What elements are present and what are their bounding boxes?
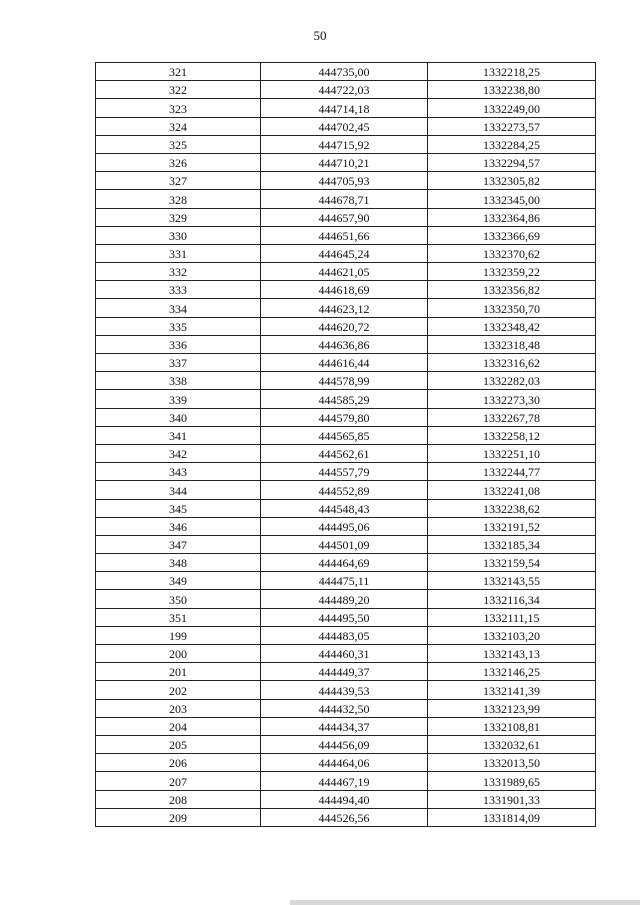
y-coordinate-cell bbox=[428, 117, 596, 135]
x-coordinate-cell bbox=[261, 463, 428, 481]
point-number-cell bbox=[96, 135, 261, 153]
point-number-cell bbox=[96, 645, 261, 663]
y-coordinate-cell-text: 1332273,57 bbox=[483, 119, 540, 134]
table-row bbox=[96, 517, 596, 535]
point-number-cell-text: 323 bbox=[169, 101, 187, 116]
table-row bbox=[96, 426, 596, 444]
table-row bbox=[96, 190, 596, 208]
y-coordinate-cell bbox=[428, 590, 596, 608]
table-row bbox=[96, 390, 596, 408]
y-coordinate-cell bbox=[428, 790, 596, 808]
y-coordinate-cell-text: 1332359,22 bbox=[483, 265, 540, 280]
point-number-cell-text: 324 bbox=[169, 119, 187, 134]
y-coordinate-cell-text: 1332141,39 bbox=[483, 683, 540, 698]
table-row bbox=[96, 135, 596, 153]
y-coordinate-cell-text: 1332218,25 bbox=[483, 65, 540, 80]
point-number-cell-text: 340 bbox=[169, 410, 187, 425]
point-number-cell bbox=[96, 463, 261, 481]
point-number-cell bbox=[96, 772, 261, 790]
x-coordinate-cell-text: 444449,37 bbox=[318, 665, 370, 680]
y-coordinate-cell bbox=[428, 499, 596, 517]
x-coordinate-cell bbox=[261, 226, 428, 244]
y-coordinate-cell-text: 1332143,55 bbox=[483, 574, 540, 589]
x-coordinate-cell-text: 444434,37 bbox=[318, 719, 370, 734]
point-number-cell bbox=[96, 499, 261, 517]
table-row bbox=[96, 808, 596, 826]
point-number-cell-text: 325 bbox=[169, 137, 187, 152]
x-coordinate-cell-text: 444636,86 bbox=[318, 338, 370, 352]
y-coordinate-cell-text: 1332267,78 bbox=[483, 410, 540, 425]
y-coordinate-cell bbox=[428, 645, 596, 663]
x-coordinate-cell bbox=[261, 681, 428, 699]
point-number-cell-text: 329 bbox=[169, 210, 187, 225]
x-coordinate-cell bbox=[261, 244, 428, 262]
x-coordinate-cell-text: 444702,45 bbox=[318, 119, 370, 134]
table-row bbox=[96, 681, 596, 699]
table-row bbox=[96, 117, 596, 135]
y-coordinate-cell-text: 1332032,61 bbox=[483, 738, 540, 753]
x-coordinate-cell-text: 444495,50 bbox=[318, 610, 370, 625]
y-coordinate-cell bbox=[428, 626, 596, 644]
y-coordinate-cell bbox=[428, 517, 596, 535]
x-coordinate-cell-text: 444475,11 bbox=[318, 574, 370, 589]
y-coordinate-cell-text: 1332143,13 bbox=[483, 647, 540, 662]
x-coordinate-cell-text: 444489,20 bbox=[318, 592, 370, 607]
x-coordinate-cell-text: 444565,85 bbox=[318, 428, 370, 443]
table-row bbox=[96, 754, 596, 772]
point-number-cell-text: 204 bbox=[169, 719, 187, 734]
table-row bbox=[96, 463, 596, 481]
point-number-cell bbox=[96, 699, 261, 717]
point-number-cell bbox=[96, 335, 261, 353]
point-number-cell-text: 348 bbox=[169, 556, 187, 571]
table-row bbox=[96, 790, 596, 808]
x-coordinate-cell-text: 444645,24 bbox=[318, 247, 370, 262]
table-row bbox=[96, 244, 596, 262]
y-coordinate-cell-text: 1332356,82 bbox=[483, 283, 540, 298]
point-number-cell-text: 209 bbox=[169, 810, 187, 825]
table-row bbox=[96, 535, 596, 553]
point-number-cell-text: 339 bbox=[169, 392, 187, 407]
y-coordinate-cell bbox=[428, 772, 596, 790]
y-coordinate-cell-text: 1332251,10 bbox=[483, 447, 540, 462]
coordinates-table bbox=[95, 62, 596, 827]
x-coordinate-cell-text: 444585,29 bbox=[318, 392, 370, 407]
x-coordinate-cell-text: 444494,40 bbox=[318, 792, 370, 807]
y-coordinate-cell-text: 1332370,62 bbox=[483, 247, 540, 262]
y-coordinate-cell-text: 1332345,00 bbox=[483, 192, 540, 207]
x-coordinate-cell-text: 444678,71 bbox=[318, 192, 370, 207]
y-coordinate-cell bbox=[428, 135, 596, 153]
table-row bbox=[96, 572, 596, 590]
table-row bbox=[96, 444, 596, 462]
x-coordinate-cell bbox=[261, 645, 428, 663]
y-coordinate-cell-text: 1332348,42 bbox=[483, 319, 540, 334]
x-coordinate-cell bbox=[261, 754, 428, 772]
y-coordinate-cell-text: 1332282,03 bbox=[483, 374, 540, 389]
point-number-cell bbox=[96, 444, 261, 462]
x-coordinate-cell bbox=[261, 717, 428, 735]
point-number-cell bbox=[96, 63, 261, 81]
point-number-cell bbox=[96, 626, 261, 644]
x-coordinate-cell bbox=[261, 426, 428, 444]
table-row bbox=[96, 735, 596, 753]
table-row bbox=[96, 153, 596, 171]
y-coordinate-cell-text: 1332318,48 bbox=[483, 338, 540, 352]
y-coordinate-cell bbox=[428, 754, 596, 772]
scan-edge bbox=[290, 900, 640, 905]
table-row bbox=[96, 263, 596, 281]
x-coordinate-cell-text: 444657,90 bbox=[318, 210, 370, 225]
x-coordinate-cell bbox=[261, 117, 428, 135]
table-row bbox=[96, 299, 596, 317]
point-number-cell bbox=[96, 263, 261, 281]
point-number-cell-text: 205 bbox=[169, 738, 187, 753]
table-row bbox=[96, 99, 596, 117]
table-row bbox=[96, 354, 596, 372]
y-coordinate-cell bbox=[428, 263, 596, 281]
y-coordinate-cell bbox=[428, 99, 596, 117]
x-coordinate-cell bbox=[261, 408, 428, 426]
y-coordinate-cell-text: 1331901,33 bbox=[483, 792, 540, 807]
y-coordinate-cell-text: 1332191,52 bbox=[483, 519, 540, 534]
y-coordinate-cell bbox=[428, 335, 596, 353]
x-coordinate-cell-text: 444439,53 bbox=[318, 683, 370, 698]
x-coordinate-cell-text: 444735,00 bbox=[318, 65, 370, 80]
point-number-cell bbox=[96, 535, 261, 553]
table-row bbox=[96, 699, 596, 717]
x-coordinate-cell bbox=[261, 608, 428, 626]
x-coordinate-cell bbox=[261, 699, 428, 717]
x-coordinate-cell bbox=[261, 317, 428, 335]
y-coordinate-cell bbox=[428, 81, 596, 99]
x-coordinate-cell bbox=[261, 208, 428, 226]
x-coordinate-cell bbox=[261, 153, 428, 171]
y-coordinate-cell-text: 1332238,62 bbox=[483, 501, 540, 516]
y-coordinate-cell bbox=[428, 426, 596, 444]
table-row bbox=[96, 626, 596, 644]
x-coordinate-cell bbox=[261, 772, 428, 790]
x-coordinate-cell bbox=[261, 517, 428, 535]
point-number-cell bbox=[96, 590, 261, 608]
point-number-cell-text: 351 bbox=[169, 610, 187, 625]
point-number-cell-text: 203 bbox=[169, 701, 187, 716]
y-coordinate-cell bbox=[428, 172, 596, 190]
point-number-cell-text: 333 bbox=[169, 283, 187, 298]
x-coordinate-cell bbox=[261, 663, 428, 681]
y-coordinate-cell bbox=[428, 317, 596, 335]
y-coordinate-cell-text: 1332364,86 bbox=[483, 210, 540, 225]
y-coordinate-cell-text: 1332294,57 bbox=[483, 156, 540, 171]
page-number: 50 bbox=[313, 28, 327, 43]
point-number-cell bbox=[96, 517, 261, 535]
point-number-cell-text: 331 bbox=[169, 247, 187, 262]
point-number-cell-text: 336 bbox=[169, 338, 187, 352]
x-coordinate-cell-text: 444548,43 bbox=[318, 501, 370, 516]
point-number-cell-text: 201 bbox=[169, 665, 187, 680]
x-coordinate-cell bbox=[261, 299, 428, 317]
x-coordinate-cell-text: 444526,56 bbox=[318, 810, 370, 825]
y-coordinate-cell bbox=[428, 663, 596, 681]
table-row bbox=[96, 317, 596, 335]
x-coordinate-cell bbox=[261, 481, 428, 499]
y-coordinate-cell bbox=[428, 681, 596, 699]
point-number-cell bbox=[96, 426, 261, 444]
y-coordinate-cell-text: 1332108,81 bbox=[483, 719, 540, 734]
y-coordinate-cell bbox=[428, 208, 596, 226]
y-coordinate-cell bbox=[428, 244, 596, 262]
point-number-cell bbox=[96, 153, 261, 171]
point-number-cell-text: 328 bbox=[169, 192, 187, 207]
point-number-cell bbox=[96, 663, 261, 681]
y-coordinate-cell-text: 1332146,25 bbox=[483, 665, 540, 680]
point-number-cell bbox=[96, 408, 261, 426]
y-coordinate-cell-text: 1331814,09 bbox=[483, 810, 540, 825]
y-coordinate-cell bbox=[428, 554, 596, 572]
x-coordinate-cell-text: 444432,50 bbox=[318, 701, 370, 716]
y-coordinate-cell-text: 1332185,34 bbox=[483, 538, 540, 553]
table-row bbox=[96, 372, 596, 390]
y-coordinate-cell bbox=[428, 63, 596, 81]
y-coordinate-cell-text: 1332241,08 bbox=[483, 483, 540, 498]
point-number-cell-text: 345 bbox=[169, 501, 187, 516]
y-coordinate-cell-text: 1332305,82 bbox=[483, 174, 540, 189]
point-number-cell bbox=[96, 208, 261, 226]
y-coordinate-cell bbox=[428, 808, 596, 826]
y-coordinate-cell bbox=[428, 444, 596, 462]
y-coordinate-cell bbox=[428, 608, 596, 626]
table-row bbox=[96, 63, 596, 81]
x-coordinate-cell-text: 444621,05 bbox=[318, 265, 370, 280]
y-coordinate-cell-text: 1332103,20 bbox=[483, 629, 540, 643]
y-coordinate-cell bbox=[428, 735, 596, 753]
y-coordinate-cell bbox=[428, 281, 596, 299]
point-number-cell-text: 349 bbox=[169, 574, 187, 589]
point-number-cell-text: 321 bbox=[169, 65, 187, 80]
table-row bbox=[96, 208, 596, 226]
point-number-cell-text: 207 bbox=[169, 774, 187, 789]
x-coordinate-cell bbox=[261, 63, 428, 81]
table-row bbox=[96, 663, 596, 681]
x-coordinate-cell-text: 444715,92 bbox=[318, 137, 370, 152]
x-coordinate-cell-text: 444618,69 bbox=[318, 283, 370, 298]
x-coordinate-cell-text: 444464,06 bbox=[318, 756, 370, 771]
point-number-cell bbox=[96, 390, 261, 408]
point-number-cell bbox=[96, 372, 261, 390]
x-coordinate-cell-text: 444710,21 bbox=[318, 156, 370, 171]
point-number-cell-text: 335 bbox=[169, 319, 187, 334]
point-number-cell bbox=[96, 244, 261, 262]
x-coordinate-cell-text: 444552,89 bbox=[318, 483, 370, 498]
point-number-cell bbox=[96, 226, 261, 244]
y-coordinate-cell bbox=[428, 390, 596, 408]
x-coordinate-cell bbox=[261, 263, 428, 281]
y-coordinate-cell-text: 1332366,69 bbox=[483, 228, 540, 243]
point-number-cell-text: 343 bbox=[169, 465, 187, 480]
point-number-cell-text: 199 bbox=[169, 629, 187, 643]
x-coordinate-cell bbox=[261, 554, 428, 572]
y-coordinate-cell bbox=[428, 372, 596, 390]
point-number-cell bbox=[96, 281, 261, 299]
x-coordinate-cell bbox=[261, 190, 428, 208]
point-number-cell-text: 208 bbox=[169, 792, 187, 807]
y-coordinate-cell bbox=[428, 226, 596, 244]
x-coordinate-cell-text: 444456,09 bbox=[318, 738, 370, 753]
point-number-cell-text: 200 bbox=[169, 647, 187, 662]
point-number-cell bbox=[96, 790, 261, 808]
y-coordinate-cell-text: 1332116,34 bbox=[483, 592, 540, 607]
y-coordinate-cell bbox=[428, 354, 596, 372]
point-number-cell-text: 330 bbox=[169, 228, 187, 243]
y-coordinate-cell-text: 1332258,12 bbox=[483, 428, 540, 443]
x-coordinate-cell-text: 444464,69 bbox=[318, 556, 370, 571]
point-number-cell bbox=[96, 117, 261, 135]
y-coordinate-cell-text: 1332316,62 bbox=[483, 356, 540, 371]
table-row bbox=[96, 554, 596, 572]
x-coordinate-cell-text: 444557,79 bbox=[318, 465, 370, 480]
point-number-cell-text: 322 bbox=[169, 83, 187, 98]
point-number-cell-text: 341 bbox=[169, 428, 187, 443]
x-coordinate-cell bbox=[261, 590, 428, 608]
table-row bbox=[96, 772, 596, 790]
y-coordinate-cell-text: 1332284,25 bbox=[483, 137, 540, 152]
x-coordinate-cell bbox=[261, 790, 428, 808]
table-row bbox=[96, 81, 596, 99]
x-coordinate-cell-text: 444578,99 bbox=[318, 374, 370, 389]
table-row bbox=[96, 335, 596, 353]
point-number-cell-text: 326 bbox=[169, 156, 187, 171]
x-coordinate-cell-text: 444501,09 bbox=[318, 538, 370, 553]
point-number-cell bbox=[96, 481, 261, 499]
x-coordinate-cell bbox=[261, 626, 428, 644]
y-coordinate-cell bbox=[428, 535, 596, 553]
table-row bbox=[96, 281, 596, 299]
y-coordinate-cell-text: 1332238,80 bbox=[483, 83, 540, 98]
y-coordinate-cell-text: 1332123,99 bbox=[483, 701, 540, 716]
x-coordinate-cell bbox=[261, 572, 428, 590]
y-coordinate-cell-text: 1332350,70 bbox=[483, 301, 540, 316]
point-number-cell bbox=[96, 572, 261, 590]
point-number-cell-text: 346 bbox=[169, 519, 187, 534]
point-number-cell-text: 338 bbox=[169, 374, 187, 389]
x-coordinate-cell bbox=[261, 172, 428, 190]
x-coordinate-cell-text: 444495,06 bbox=[318, 519, 370, 534]
point-number-cell bbox=[96, 681, 261, 699]
point-number-cell bbox=[96, 81, 261, 99]
y-coordinate-cell-text: 1332111,15 bbox=[483, 610, 540, 625]
y-coordinate-cell-text: 1332249,00 bbox=[483, 101, 540, 116]
y-coordinate-cell-text: 1332273,30 bbox=[483, 392, 540, 407]
y-coordinate-cell bbox=[428, 572, 596, 590]
table-row bbox=[96, 608, 596, 626]
x-coordinate-cell-text: 444722,03 bbox=[318, 83, 370, 98]
y-coordinate-cell bbox=[428, 153, 596, 171]
x-coordinate-cell bbox=[261, 81, 428, 99]
x-coordinate-cell bbox=[261, 99, 428, 117]
point-number-cell-text: 327 bbox=[169, 174, 187, 189]
x-coordinate-cell bbox=[261, 390, 428, 408]
point-number-cell bbox=[96, 735, 261, 753]
point-number-cell-text: 332 bbox=[169, 265, 187, 280]
x-coordinate-cell-text: 444623,12 bbox=[318, 301, 370, 316]
y-coordinate-cell-text: 1331989,65 bbox=[483, 774, 540, 789]
x-coordinate-cell bbox=[261, 499, 428, 517]
y-coordinate-cell-text: 1332159,54 bbox=[483, 556, 540, 571]
y-coordinate-cell bbox=[428, 717, 596, 735]
x-coordinate-cell bbox=[261, 354, 428, 372]
y-coordinate-cell bbox=[428, 463, 596, 481]
y-coordinate-cell-text: 1332013,50 bbox=[483, 756, 540, 771]
x-coordinate-cell-text: 444651,66 bbox=[318, 228, 370, 243]
y-coordinate-cell bbox=[428, 699, 596, 717]
point-number-cell-text: 202 bbox=[169, 683, 187, 698]
table-row bbox=[96, 499, 596, 517]
table-row bbox=[96, 645, 596, 663]
x-coordinate-cell bbox=[261, 135, 428, 153]
coordinates-table-body bbox=[96, 63, 596, 827]
x-coordinate-cell-text: 444714,18 bbox=[318, 101, 370, 116]
point-number-cell bbox=[96, 754, 261, 772]
x-coordinate-cell-text: 444562,61 bbox=[318, 447, 370, 462]
x-coordinate-cell-text: 444467,19 bbox=[318, 774, 370, 789]
y-coordinate-cell bbox=[428, 299, 596, 317]
point-number-cell bbox=[96, 554, 261, 572]
y-coordinate-cell bbox=[428, 408, 596, 426]
x-coordinate-cell-text: 444483,05 bbox=[318, 629, 370, 643]
table-row bbox=[96, 172, 596, 190]
table-row bbox=[96, 481, 596, 499]
point-number-cell-text: 347 bbox=[169, 538, 187, 553]
table-row bbox=[96, 590, 596, 608]
point-number-cell-text: 344 bbox=[169, 483, 187, 498]
point-number-cell-text: 342 bbox=[169, 447, 187, 462]
point-number-cell bbox=[96, 717, 261, 735]
point-number-cell bbox=[96, 354, 261, 372]
x-coordinate-cell-text: 444705,93 bbox=[318, 174, 370, 189]
x-coordinate-cell bbox=[261, 281, 428, 299]
y-coordinate-cell bbox=[428, 190, 596, 208]
x-coordinate-cell bbox=[261, 808, 428, 826]
y-coordinate-cell bbox=[428, 481, 596, 499]
x-coordinate-cell bbox=[261, 735, 428, 753]
point-number-cell-text: 337 bbox=[169, 356, 187, 371]
point-number-cell bbox=[96, 172, 261, 190]
table-row bbox=[96, 226, 596, 244]
y-coordinate-cell-text: 1332244,77 bbox=[483, 465, 540, 480]
point-number-cell bbox=[96, 317, 261, 335]
x-coordinate-cell-text: 444460,31 bbox=[318, 647, 370, 662]
x-coordinate-cell-text: 444616,44 bbox=[318, 356, 370, 371]
x-coordinate-cell-text: 444579,80 bbox=[318, 410, 370, 425]
point-number-cell bbox=[96, 608, 261, 626]
x-coordinate-cell bbox=[261, 335, 428, 353]
point-number-cell-text: 334 bbox=[169, 301, 187, 316]
x-coordinate-cell bbox=[261, 372, 428, 390]
table-row bbox=[96, 717, 596, 735]
x-coordinate-cell bbox=[261, 535, 428, 553]
x-coordinate-cell bbox=[261, 444, 428, 462]
point-number-cell-text: 206 bbox=[169, 756, 187, 771]
table-row bbox=[96, 408, 596, 426]
point-number-cell bbox=[96, 99, 261, 117]
point-number-cell-text: 350 bbox=[169, 592, 187, 607]
x-coordinate-cell-text: 444620,72 bbox=[318, 319, 370, 334]
point-number-cell bbox=[96, 808, 261, 826]
point-number-cell bbox=[96, 299, 261, 317]
point-number-cell bbox=[96, 190, 261, 208]
